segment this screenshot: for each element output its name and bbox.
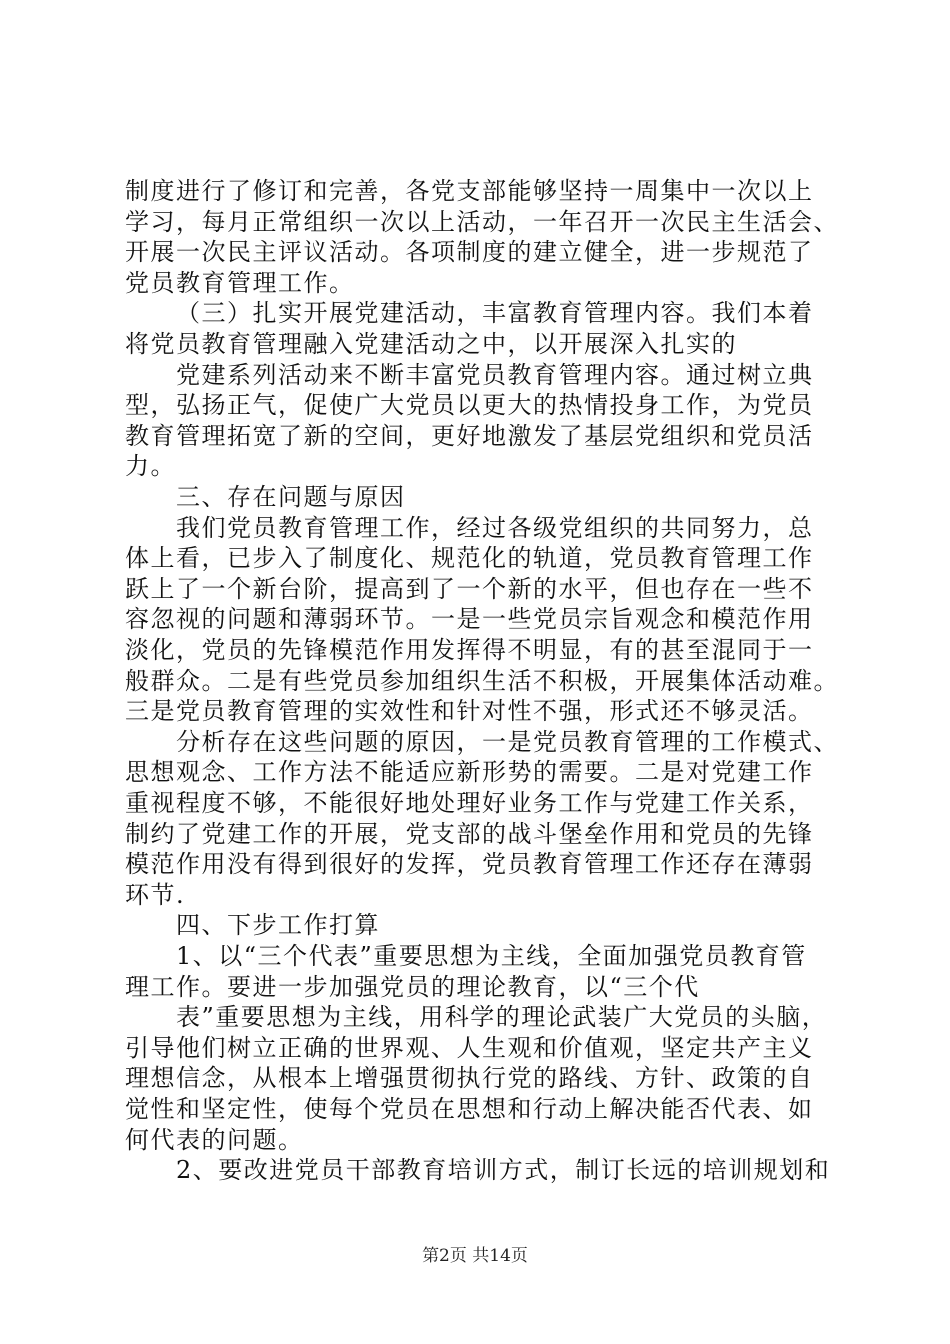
text-line: 1、以“三个代表”重要思想为主线，全面加强党员教育管	[176, 942, 807, 970]
text-line: 党建系列活动来不断丰富党员教育管理内容。通过树立典	[176, 360, 814, 389]
text-line: 理工作。要进一步加强党员的理论教育，以“三个代	[125, 972, 700, 1001]
text-line: 制度进行了修订和完善，各党支部能够坚持一周集中一次以上	[125, 177, 814, 205]
text-line: 淡化，党员的先锋模范作用发挥得不明显，有的甚至混同于一	[125, 636, 814, 664]
text-line: 力。	[125, 452, 176, 481]
section-heading: 四、下步工作打算	[176, 911, 380, 940]
text-line: 容忽视的问题和薄弱环节。一是一些党员宗旨观念和模范作用	[125, 605, 814, 634]
text-line: 学习，每月正常组织一次以上活动，一年召开一次民主生活会、	[125, 207, 839, 236]
text-line: 跃上了一个新台阶，提高到了一个新的水平，但也存在一些不	[125, 574, 814, 603]
text-line: 思想观念、工作方法不能适应新形势的需要。二是对党建工作	[125, 758, 814, 787]
text-line: 将党员教育管理融入党建活动之中，以开展深入扎实的	[125, 330, 737, 358]
section-heading: 三、存在问题与原因	[176, 483, 406, 511]
text-line: 开展一次民主评议活动。各项制度的建立健全，进一步规范了	[125, 238, 814, 267]
text-line: 模范作用没有得到很好的发挥，党员教育管理工作还存在薄弱	[125, 850, 814, 879]
text-line: 2、要改进党员干部教育培训方式，制订长远的培训规划和	[176, 1156, 831, 1185]
text-line: 环节.	[125, 880, 186, 909]
text-line: 般群众。二是有些党员参加组织生活不积极，开展集体活动难。	[125, 666, 839, 695]
text-line: 理想信念，从根本上增强贯彻执行党的路线、方针、政策的自	[125, 1064, 814, 1093]
text-line: 党员教育管理工作。	[125, 268, 355, 297]
text-line: 分析存在这些问题的原因，一是党员教育管理的工作模式、	[176, 727, 839, 756]
text-line: 重视程度不够，不能很好地处理好业务工作与党建工作关系，	[125, 789, 814, 817]
text-line: （三）扎实开展党建活动，丰富教育管理内容。我们本着	[176, 299, 814, 328]
text-line: 体上看，已步入了制度化、规范化的轨道，党员教育管理工作	[125, 544, 814, 573]
text-line: 何代表的问题。	[125, 1125, 304, 1154]
page-number: 第2页 共14页	[422, 1246, 528, 1266]
text-line: 觉性和坚定性，使每个党员在思想和行动上解决能否代表、如	[125, 1095, 814, 1123]
text-line: 教育管理拓宽了新的空间，更好地激发了基层党组织和党员活	[125, 421, 814, 450]
text-line: 型，弘扬正气，促使广大党员以更大的热情投身工作，为党员	[125, 391, 814, 420]
text-line: 引导他们树立正确的世界观、人生观和价值观，坚定共产主义	[125, 1033, 814, 1062]
text-line: 制约了党建工作的开展，党支部的战斗堡垒作用和党员的先锋	[125, 819, 814, 848]
text-line: 表”重要思想为主线，用科学的理论武装广大党员的头脑，	[176, 1003, 828, 1032]
text-line: 我们党员教育管理工作，经过各级党组织的共同努力，总	[176, 513, 814, 542]
text-line: 三是党员教育管理的实效性和针对性不强，形式还不够灵活。	[125, 697, 814, 726]
